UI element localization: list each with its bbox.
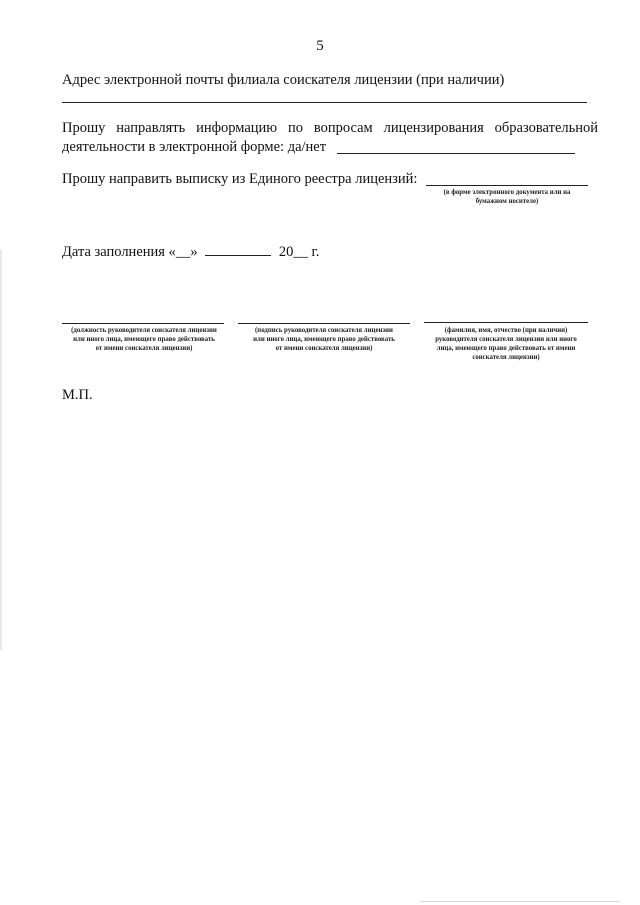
page-number: 5 — [316, 38, 324, 54]
position-caption-line2: или иного лица, имеющего право действовать — [73, 336, 215, 343]
signature-field-line[interactable] — [238, 323, 410, 324]
extract-format-field-line[interactable] — [426, 185, 588, 186]
stamp-place-label: М.П. — [62, 387, 93, 403]
request-info-line2: деятельности в электронной форме: да/нет — [62, 139, 327, 155]
fill-date-day-blank[interactable]: __ — [175, 244, 191, 260]
fill-date-quote-close: » — [190, 244, 198, 260]
yes-no-field-line[interactable] — [337, 153, 575, 154]
fill-date-row — [62, 243, 319, 262]
scan-edge-shadow — [0, 250, 2, 650]
fill-date-year-blank[interactable]: __ — [293, 244, 308, 260]
scan-edge-bottom — [420, 901, 620, 902]
fill-date-year-prefix: 20 — [278, 244, 294, 260]
fullname-caption-line2: руководителя соискателя лицензии или иного — [435, 336, 577, 343]
fullname-field-line[interactable] — [424, 322, 588, 323]
email-label: Адрес электронной почты филиала соискателя лицензии (при наличии) — [62, 72, 505, 88]
position-caption-line1: (должность руководителя соискателя лицензии — [71, 327, 217, 334]
position-caption-line3: от имени соискателя лицензии) — [95, 345, 193, 352]
request-info-line1: Прошу направлять информацию по вопросам лицензирования образовательной — [62, 120, 598, 136]
fill-date-month-blank[interactable] — [205, 243, 271, 256]
fill-date-label: Дата заполнения « — [62, 244, 176, 260]
signature-caption-line2: или иного лица, имеющего право действовать — [253, 336, 395, 343]
extract-format-note-line2: бумажном носителе) — [475, 198, 539, 205]
fullname-caption-line3: лица, имеющего право действовать от имени — [436, 345, 576, 352]
signature-caption-line1: (подпись руководителя соискателя лицензии — [255, 327, 393, 334]
email-field-line[interactable] — [62, 102, 587, 103]
fullname-caption-line4: соискателя лицензии) — [472, 354, 540, 361]
fullname-caption-line1: (фамилия, имя, отчество (при наличии) — [444, 327, 568, 334]
fill-date-year-suffix: г. — [311, 244, 320, 260]
signature-caption-line3: от имени соискателя лицензии) — [275, 345, 373, 352]
request-extract-label: Прошу направить выписку из Единого реестра лицензий: — [62, 171, 418, 187]
position-field-line[interactable] — [62, 323, 224, 324]
extract-format-note-line1: (в форме электронного документа или на — [443, 189, 571, 196]
